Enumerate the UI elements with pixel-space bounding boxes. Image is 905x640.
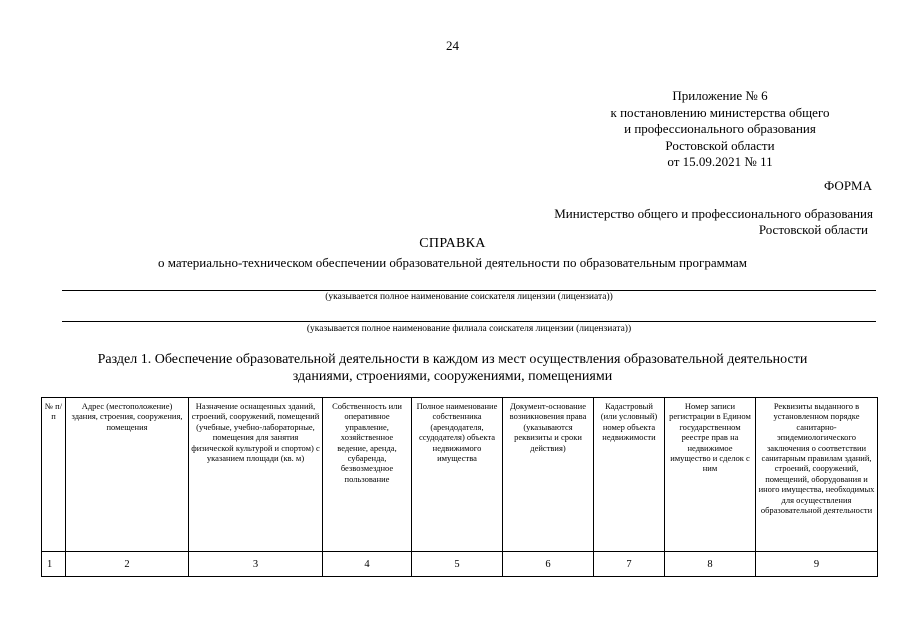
section-heading <box>0 351 905 385</box>
column-header: Полное наименование собственника (арендодателя, ссудодателя) объекта недвижимого имущества <box>412 398 503 552</box>
column-number: 7 <box>594 552 665 577</box>
column-number: 4 <box>323 552 412 577</box>
section-heading-line: Раздел 1. Обеспечение образовательной деятельности в каждом из мест осуществления образовательной деятельности <box>97 352 808 367</box>
buildings-table <box>41 397 878 577</box>
appendix-line: и профессионального образования <box>624 121 816 136</box>
column-header: Назначение оснащенных зданий, строений, сооружений, помещений (учебные, учебно-лабораторные, помещения для занятия физической культурой и спортом) с указанием площади (кв. м) <box>189 398 323 552</box>
appendix-line: Ростовской области <box>665 137 775 153</box>
column-header: Кадастровый (или условный) номер объекта недвижимости <box>594 398 665 552</box>
column-header: Собственность или оперативное управление, хозяйственное ведение, аренда, субаренда, безвозмездное пользование <box>323 398 412 552</box>
column-number: 8 <box>665 552 756 577</box>
column-header: Адрес (местоположение) здания, строения, сооружения, помещения <box>66 398 189 552</box>
column-header: № п/п <box>42 398 66 552</box>
column-header: Номер записи регистрации в Едином государственном реестре прав на недвижимое имущество и сделок с ним <box>665 398 756 552</box>
appendix-line: от 15.09.2021 № 11 <box>667 154 773 169</box>
page-number: 24 <box>446 38 459 53</box>
column-number: 1 <box>42 552 66 577</box>
appendix-block <box>560 88 880 171</box>
column-number: 6 <box>503 552 594 577</box>
ministry-line: Ростовской области <box>758 222 868 237</box>
applicant-hint: (указывается полное наименование соискателя лицензии (лицензиата)) <box>325 292 613 302</box>
column-header: Реквизиты выданного в установленном порядке санитарно-эпидемиологического заключения о соответствии санитарным правилам зданий, строений, сооружений, помещений, оборудования и иного имущества, необходимых для осуществления образовательной деятельности <box>756 398 878 552</box>
column-number: 9 <box>756 552 878 577</box>
appendix-line: к постановлению министерства общего <box>610 104 830 120</box>
branch-name-line <box>62 321 876 322</box>
table-row <box>42 552 878 577</box>
form-label: ФОРМА <box>824 178 872 193</box>
section-heading-line: зданиями, строениями, сооружениями, помещениями <box>292 369 613 384</box>
document-subtitle: о материально-техническом обеспечении образовательной деятельности по образовательным программам <box>158 255 747 270</box>
branch-hint: (указывается полное наименование филиала соискателя лицензии (лицензиата)) <box>306 324 632 334</box>
table-header-row <box>42 398 878 552</box>
applicant-name-line <box>62 290 876 291</box>
ministry-line: Министерство общего и профессионального образования <box>554 206 873 221</box>
document-title: СПРАВКА <box>419 236 486 251</box>
appendix-line: Приложение № 6 <box>672 88 768 103</box>
column-number: 5 <box>412 552 503 577</box>
ministry-block <box>554 206 873 238</box>
column-number: 2 <box>66 552 189 577</box>
column-number: 3 <box>189 552 323 577</box>
column-header: Документ-основание возникновения права (указываются реквизиты и сроки действия) <box>503 398 594 552</box>
